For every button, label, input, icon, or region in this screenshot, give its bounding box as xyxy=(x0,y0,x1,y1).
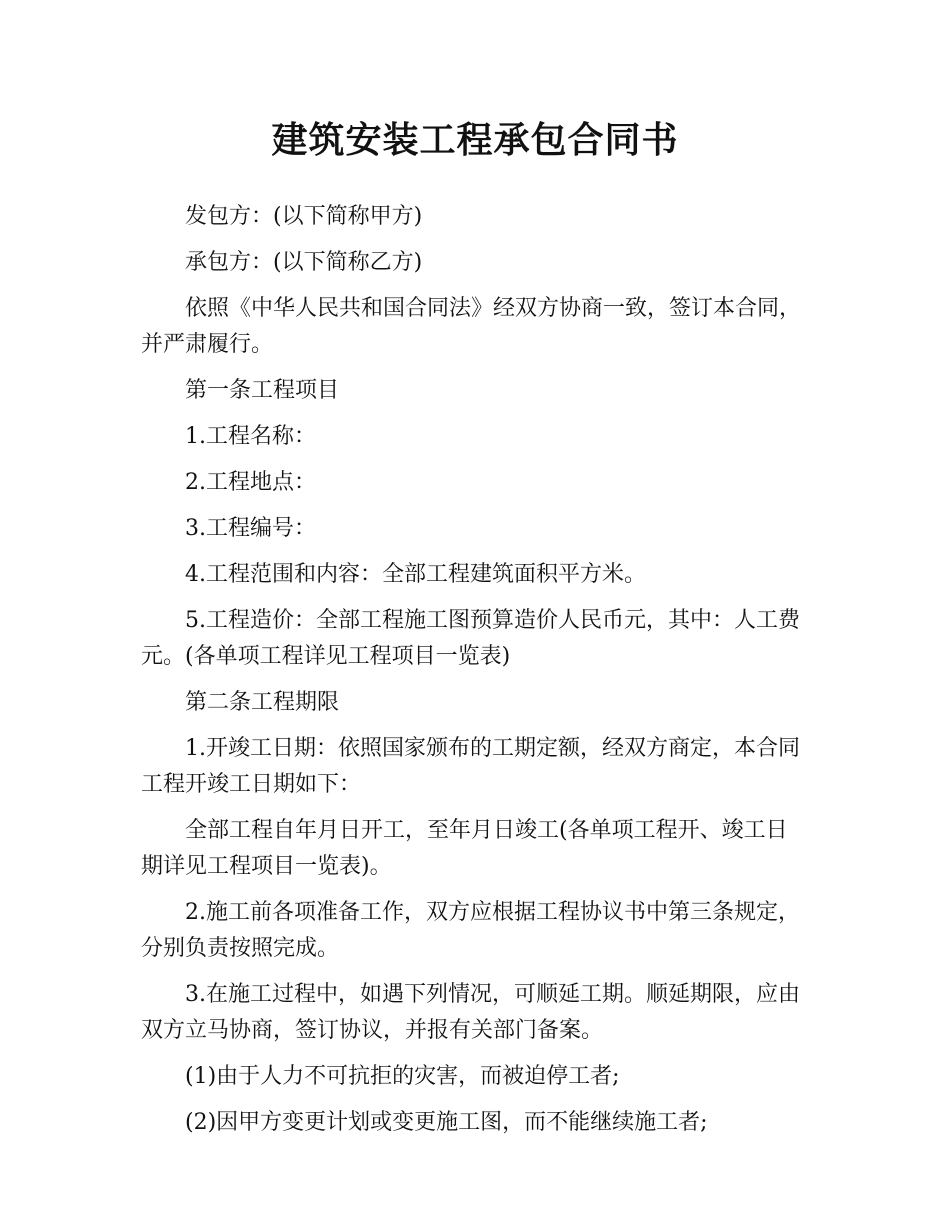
document-title: 建筑安装工程承包合同书 xyxy=(271,120,679,161)
extension-item-2: (2)因甲方变更计划或变更施工图，而不能继续施工者; xyxy=(185,1110,708,1135)
project-location-line: 2.工程地点： xyxy=(185,470,316,495)
project-name-line: 1.工程名称： xyxy=(185,424,316,449)
party-a-line: 发包方：(以下简称甲方) xyxy=(185,204,423,229)
article-1-heading: 第一条工程项目 xyxy=(185,378,340,403)
party-b-line: 承包方：(以下简称乙方) xyxy=(185,250,423,275)
document-body xyxy=(141,199,809,1151)
preparation-paragraph: 2.施工前各项准备工作，双方应根据工程协议书中第三条规定，分别负责按照完成。 xyxy=(141,900,800,961)
extension-item-1: (1)由于人力不可抗拒的灾害，而被迫停工者; xyxy=(185,1064,620,1089)
schedule-paragraph: 全部工程自年月日开工，至年月日竣工(各单项工程开、竣工日期详见工程项目一览表)。 xyxy=(141,818,788,879)
project-scope-line: 4.工程范围和内容：全部工程建筑面积平方米。 xyxy=(185,562,646,587)
project-cost-paragraph: 5.工程造价：全部工程施工图预算造价人民币元，其中：人工费元。(各单项工程详见工程项目一览表) xyxy=(141,608,800,669)
start-completion-paragraph: 1.开竣工日期：依照国家颁布的工期定额，经双方商定，本合同工程开竣工日期如下： xyxy=(141,736,800,797)
project-number-line: 3.工程编号： xyxy=(185,516,316,541)
article-2-heading: 第二条工程期限 xyxy=(185,690,340,715)
preamble-paragraph: 依照《中华人民共和国合同法》经双方协商一致，签订本合同，并严肃履行。 xyxy=(141,296,802,357)
extension-paragraph: 3.在施工过程中，如遇下列情况，可顺延工期。顺延期限，应由双方立马协商，签订协议，并报有关部门备案。 xyxy=(141,982,800,1043)
